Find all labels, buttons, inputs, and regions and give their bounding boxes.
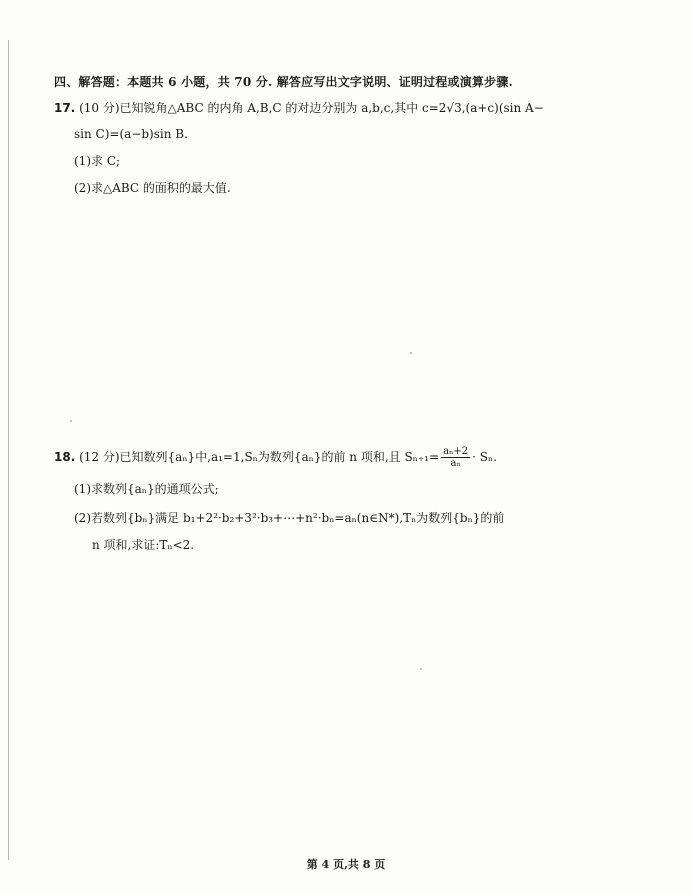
question-17-line-1 xyxy=(54,100,544,116)
scan-speck xyxy=(70,420,72,422)
question-17-number: 17. xyxy=(54,101,76,115)
scan-speck xyxy=(420,668,422,670)
fraction-denominator: aₙ xyxy=(450,458,461,469)
fraction-numerator: aₙ+2 xyxy=(443,446,469,457)
question-17-part-2: (2)求△ABC 的面积的最大值. xyxy=(74,181,231,195)
question-18-number: 18. xyxy=(54,450,76,464)
question-17-stem: (10 分)已知锐角△ABC 的内角 A,B,C 的对边分别为 a,b,c,其中 c=2√3,(a+c)(sin A− xyxy=(79,101,544,115)
question-17-line-2: sin C)=(a−b)sin B. xyxy=(74,127,188,141)
question-18-part-2-line-2: n 项和,求证:Tₙ<2. xyxy=(92,538,195,552)
question-18-part-1: (1)求数列{aₙ}的通项公式; xyxy=(74,482,219,496)
scan-speck xyxy=(410,352,412,354)
section-heading: 四、解答题：本题共 6 小题，共 70 分. 解答应写出文字说明、证明过程或演算步骤. xyxy=(54,75,513,89)
question-18-part-2-line-1: (2)若数列{bₙ}满足 b₁+2²·b₂+3²·b₃+⋯+n²·bₙ=aₙ(n∈N*),Tₙ为数列{bₙ}的前 xyxy=(74,511,505,525)
fraction-an-plus-2-over-an xyxy=(441,446,470,469)
binding-margin-line xyxy=(8,40,9,860)
question-18-stem: (12 分)已知数列{aₙ}中,a₁=1,Sₙ为数列{aₙ}的前 n 项和,且 Sₙ₊₁= xyxy=(79,450,440,464)
question-18-stem-end: · Sₙ. xyxy=(472,450,497,464)
page-footer: 第 4 页,共 8 页 xyxy=(306,858,386,871)
question-17-part-1: (1)求 C; xyxy=(74,154,121,168)
question-18-line-1 xyxy=(54,446,497,469)
